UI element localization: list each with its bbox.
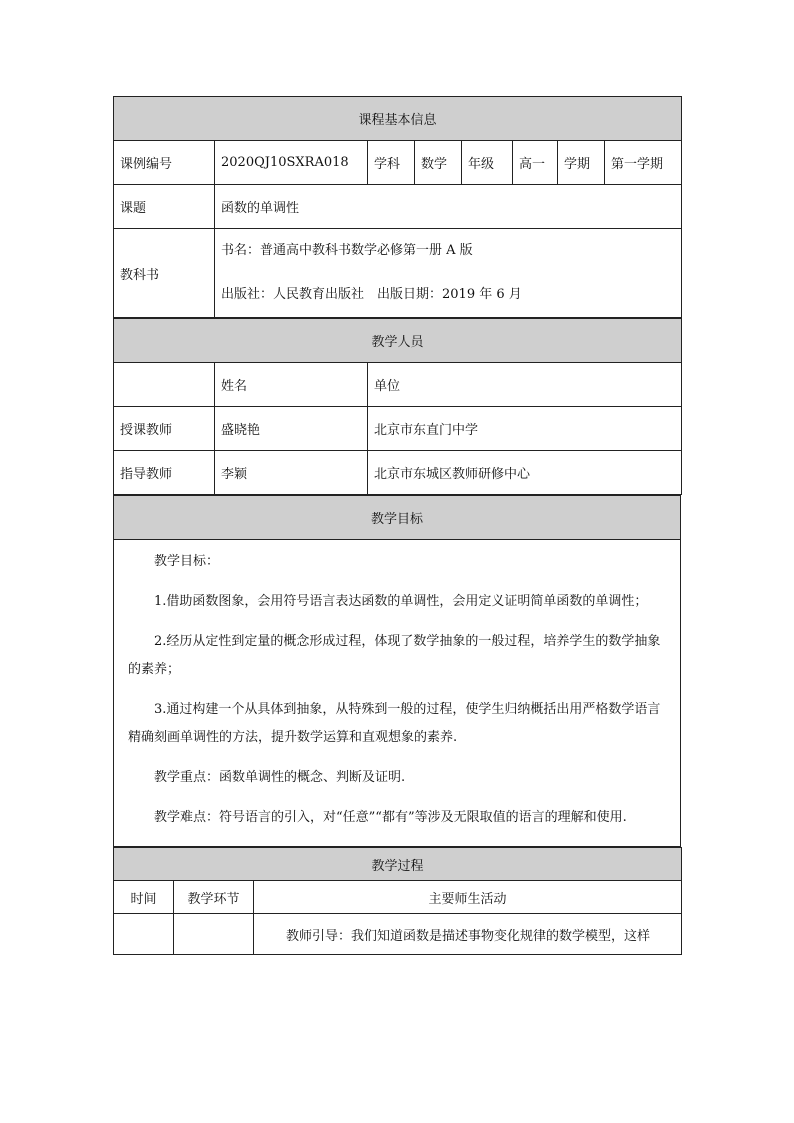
staff-name: 李颖 — [215, 451, 368, 495]
spacer — [221, 263, 675, 283]
course-info-header: 课程基本信息 — [114, 97, 682, 141]
textbook-publisher: 出版社：人民教育出版社 出版日期：2019 年 6 月 — [221, 287, 522, 302]
goals-body — [114, 540, 681, 847]
case-no-label: 课例编号 — [114, 141, 215, 185]
textbook-label: 教科书 — [114, 229, 215, 318]
goal-item: 2.经历从定性到定量的概念形成过程，体现了数学抽象的一般过程，培养学生的数学抽象的素养； — [128, 634, 661, 677]
process-col-stage: 教学环节 — [174, 881, 254, 914]
term-label: 学期 — [558, 141, 605, 185]
staff-name: 盛晓艳 — [215, 407, 368, 451]
staff-empty-cell — [114, 363, 215, 407]
staff-header: 教学人员 — [114, 319, 682, 363]
staff-unit: 北京市东城区教师研修中心 — [368, 451, 682, 495]
staff-role: 指导教师 — [114, 451, 215, 495]
process-col-activity: 主要师生活动 — [254, 881, 682, 914]
process-stage-cell — [174, 914, 254, 955]
textbook-title: 书名：普通高中教科书数学必修第一册 A 版 — [221, 243, 473, 258]
staff-role: 授课教师 — [114, 407, 215, 451]
process-time-cell — [114, 914, 174, 955]
goals-header: 教学目标 — [114, 496, 681, 540]
goals-table — [113, 495, 681, 847]
goal-item: 3.通过构建一个从具体到抽象，从特殊到一般的过程，使学生归纳概括出用严格数学语言精确刻画单调性的方法，提升数学运算和直观想象的素养. — [128, 702, 661, 745]
subject-label: 学科 — [368, 141, 415, 185]
staff-unit: 北京市东直门中学 — [368, 407, 682, 451]
grade-value: 高一 — [513, 141, 558, 185]
process-activity-cell: 教师引导：我们知道函数是描述事物变化规律的数学模型，这样 — [254, 914, 682, 955]
difficult-points: 教学难点：符号语言的引入，对“任意”“都有”等涉及无限取值的语言的理解和使用. — [154, 810, 627, 825]
key-points: 教学重点：函数单调性的概念、判断及证明. — [154, 770, 406, 785]
staff-table — [113, 318, 682, 495]
textbook-info — [215, 229, 682, 318]
course-info-table — [113, 96, 682, 318]
term-value: 第一学期 — [605, 141, 682, 185]
topic-label: 课题 — [114, 185, 215, 229]
goal-item: 1.借助函数图象，会用符号语言表达函数的单调性，会用定义证明简单函数的单调性； — [154, 594, 648, 609]
goals-intro: 教学目标： — [154, 554, 220, 569]
subject-value: 数学 — [415, 141, 462, 185]
process-table — [113, 847, 682, 955]
case-no-value: 2020QJ10SXRA018 — [215, 141, 368, 185]
process-col-time: 时间 — [114, 881, 174, 914]
process-header: 教学过程 — [114, 848, 682, 881]
lesson-plan-sheet — [113, 96, 681, 955]
topic-value: 函数的单调性 — [215, 185, 682, 229]
grade-label: 年级 — [462, 141, 513, 185]
staff-col-name: 姓名 — [215, 363, 368, 407]
staff-col-unit: 单位 — [368, 363, 682, 407]
